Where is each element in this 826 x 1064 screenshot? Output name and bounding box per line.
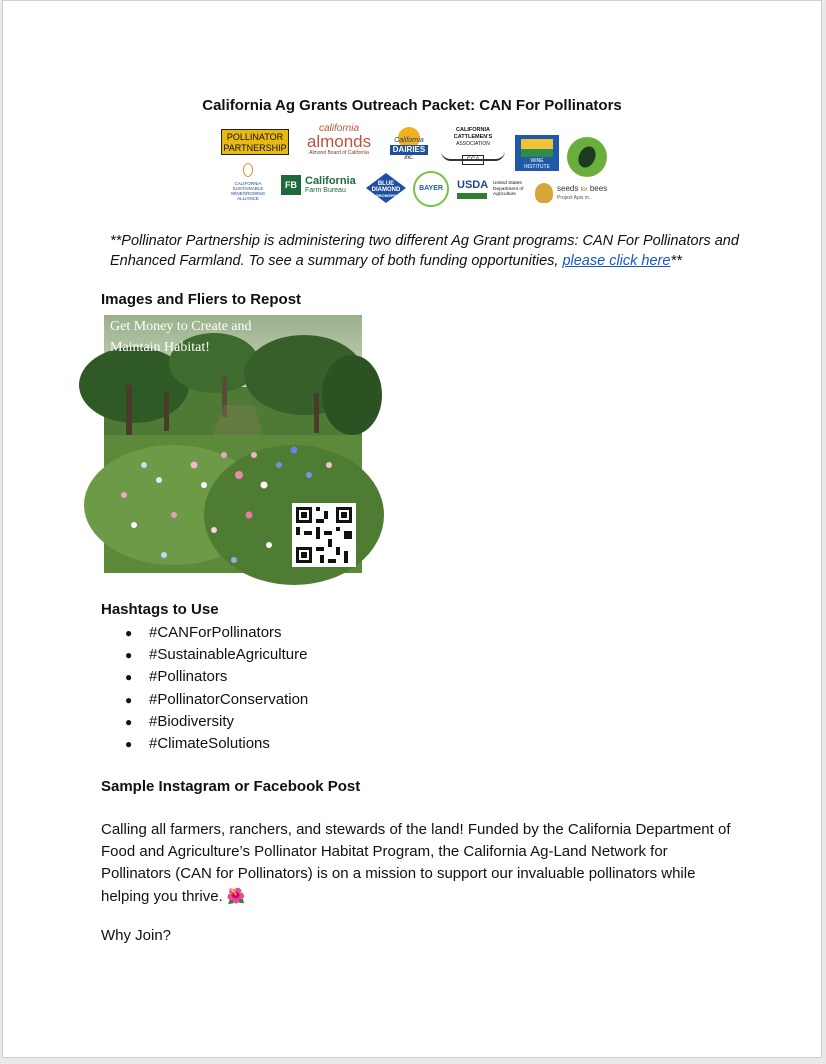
usda-logo: USDA United States Department of Agriculture bbox=[457, 179, 524, 198]
list-item: ● #CANForPollinators bbox=[125, 622, 308, 644]
seeds-for-bees-logo: seeds for bees Project Apis m. bbox=[535, 181, 611, 207]
list-item: ● #ClimateSolutions bbox=[125, 733, 308, 755]
document-title: California Ag Grants Outreach Packet: CAN For Pollinators bbox=[202, 97, 622, 114]
pollinator-partnership-logo: POLLINATOR PARTNERSHIP bbox=[221, 129, 289, 155]
hashtags-heading: Hashtags to Use bbox=[101, 601, 219, 618]
california-farm-bureau-logo: FB California Farm Bureau bbox=[281, 173, 359, 199]
bullet-icon: ● bbox=[125, 670, 133, 685]
document-page bbox=[2, 0, 822, 1058]
intro-paragraph: **Pollinator Partnership is administering two different Ag Grant programs: CAN For Pollinators and Enhanced Farmland. To see a summary of both funding opportunities, please click here** bbox=[110, 233, 739, 269]
habitat-flier-image[interactable] bbox=[104, 315, 362, 573]
almond-board-logo: california almonds Almond Board of California bbox=[306, 123, 372, 156]
sample-post-heading: Sample Instagram or Facebook Post bbox=[101, 778, 361, 795]
bayer-logo: BAYER bbox=[413, 171, 449, 207]
list-item: ● #Pollinators bbox=[125, 666, 308, 688]
california-dairies-logo: California DAIRIES inc. bbox=[387, 127, 431, 163]
sustainable-winegrowing-logo: CALIFORNIA SUSTAINABLE WINEGROWING ALLIANCE bbox=[219, 163, 277, 197]
hashtag-list bbox=[125, 622, 308, 755]
wine-institute-logo: WINE INSTITUTE bbox=[515, 135, 559, 171]
bullet-icon: ● bbox=[125, 626, 133, 640]
bullet-icon: ● bbox=[125, 692, 133, 707]
bullet-icon: ● bbox=[125, 714, 133, 729]
flier-graphic bbox=[104, 315, 362, 573]
bullet-icon: ● bbox=[125, 736, 133, 751]
blue-diamond-logo: BLUE DIAMOND GROWERS bbox=[361, 173, 411, 203]
sample-post-text: Calling all farmers, ranchers, and stewards of the land! Funded by the California Department of Food and Agriculture’s Pollinator Habitat Program, the California Ag-Land Network for Pollinators (CAN for Pollinators) is on a mission to support our invaluable pollinators while helping you thrive. 🌺 bbox=[101, 821, 731, 905]
flier-headline-line-1: Get Money to Create and bbox=[110, 319, 252, 334]
summary-link[interactable]: please click here bbox=[562, 252, 671, 269]
flier-headline-line-2: Maintain Habitat! bbox=[110, 340, 210, 355]
sustainable-farm-leaf-logo bbox=[567, 137, 607, 177]
images-heading: Images and Fliers to Repost bbox=[101, 291, 302, 308]
list-item: ● #SustainableAgriculture bbox=[125, 644, 308, 666]
bullet-icon: ● bbox=[125, 648, 133, 663]
cattlemens-association-logo: CALIFORNIA CATTLEMEN'S ASSOCIATION CCA bbox=[439, 127, 507, 161]
why-join-text: Why Join? bbox=[101, 927, 172, 944]
list-item: ● #PollinatorConservation bbox=[125, 689, 308, 711]
list-item: ● #Biodiversity bbox=[125, 711, 308, 733]
